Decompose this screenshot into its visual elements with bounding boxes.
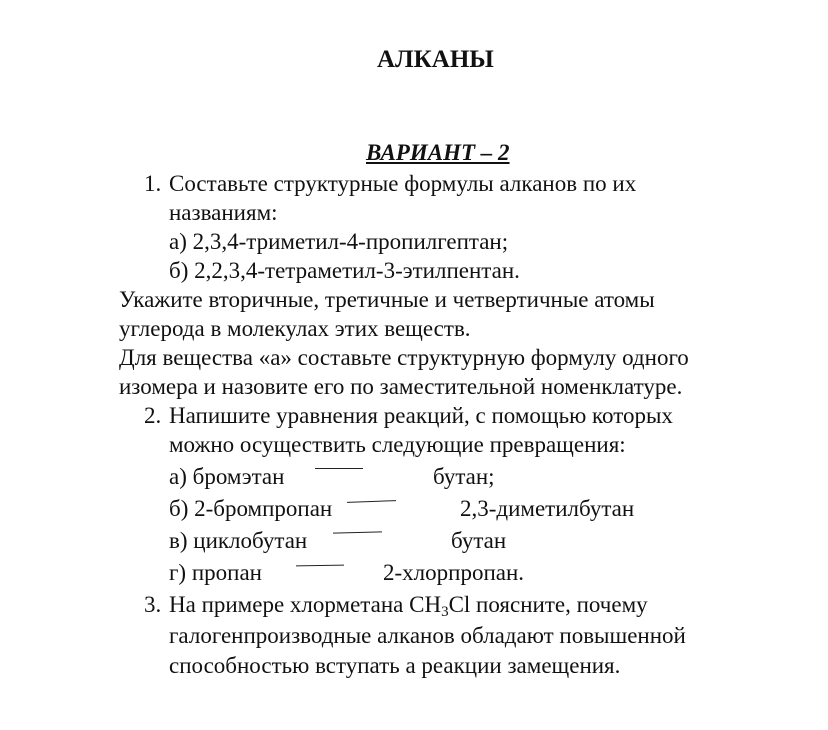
page-title: АЛКАНЫ: [377, 46, 494, 73]
task-1-text-line-1: Составьте структурные формулы алканов по их: [169, 171, 637, 196]
instruction-1-line-2: углерода в молекулах этих веществ.: [119, 316, 471, 341]
task-1-number: 1.: [144, 171, 162, 196]
conversion-a-arrow-line: [315, 468, 363, 469]
instruction-2-line-2: изомера и назовите его по заместительной номенклатуре.: [119, 374, 683, 399]
task-3-text-line-1: [169, 590, 648, 619]
conversion-c-product: бутан: [451, 528, 507, 553]
task-2-text-line-2: можно осуществить следующие превращения:: [169, 432, 626, 457]
task-2-number: 2.: [144, 403, 162, 428]
task-1-text-line-2: названиям:: [169, 200, 278, 225]
task-2-text-line-1: Напишите уравнения реакций, с помощью которых: [169, 403, 673, 428]
task-1-item-a: а) 2,3,4-триметил-4-пропилгептан;: [169, 229, 509, 254]
task-3-line-1-before-formula: На примере хлорметана CH: [169, 592, 442, 617]
conversion-d-arrow-line: [296, 565, 344, 567]
conversion-c-arrow-line: [333, 531, 382, 533]
task-1-item-b: б) 2,2,3,4-тетраметил-3-этилпентан.: [169, 258, 520, 283]
task-3-line-1-after-formula: Cl поясните, почему: [448, 592, 648, 617]
conversion-a-reactant: а) бромэтан: [169, 464, 285, 489]
formula-subscript: 3: [441, 604, 449, 620]
variant-heading: ВАРИАНТ – 2: [366, 140, 510, 165]
conversion-b-reactant: б) 2-бромпропан: [169, 496, 333, 521]
conversion-a-product: бутан;: [433, 464, 495, 489]
instruction-2-line-1: Для вещества «а» составьте структурную формулу одного: [119, 345, 689, 370]
conversion-c-reactant: в) циклобутан: [169, 528, 308, 553]
conversion-d-product: 2-хлорпропан.: [383, 560, 525, 585]
conversion-d-reactant: г) пропан: [169, 560, 262, 585]
conversion-b-arrow-line: [347, 500, 396, 503]
conversion-b-product: 2,3-диметилбутан: [460, 496, 635, 521]
instruction-1-line-1: Укажите вторичные, третичные и четвертичные атомы: [119, 287, 655, 312]
task-3-text-line-2: галогенпроизводные алканов обладают повышенной: [169, 623, 686, 648]
task-3-number: 3.: [144, 592, 162, 617]
task-3-text-line-3: способностью вступать а реакции замещения.: [169, 653, 621, 678]
